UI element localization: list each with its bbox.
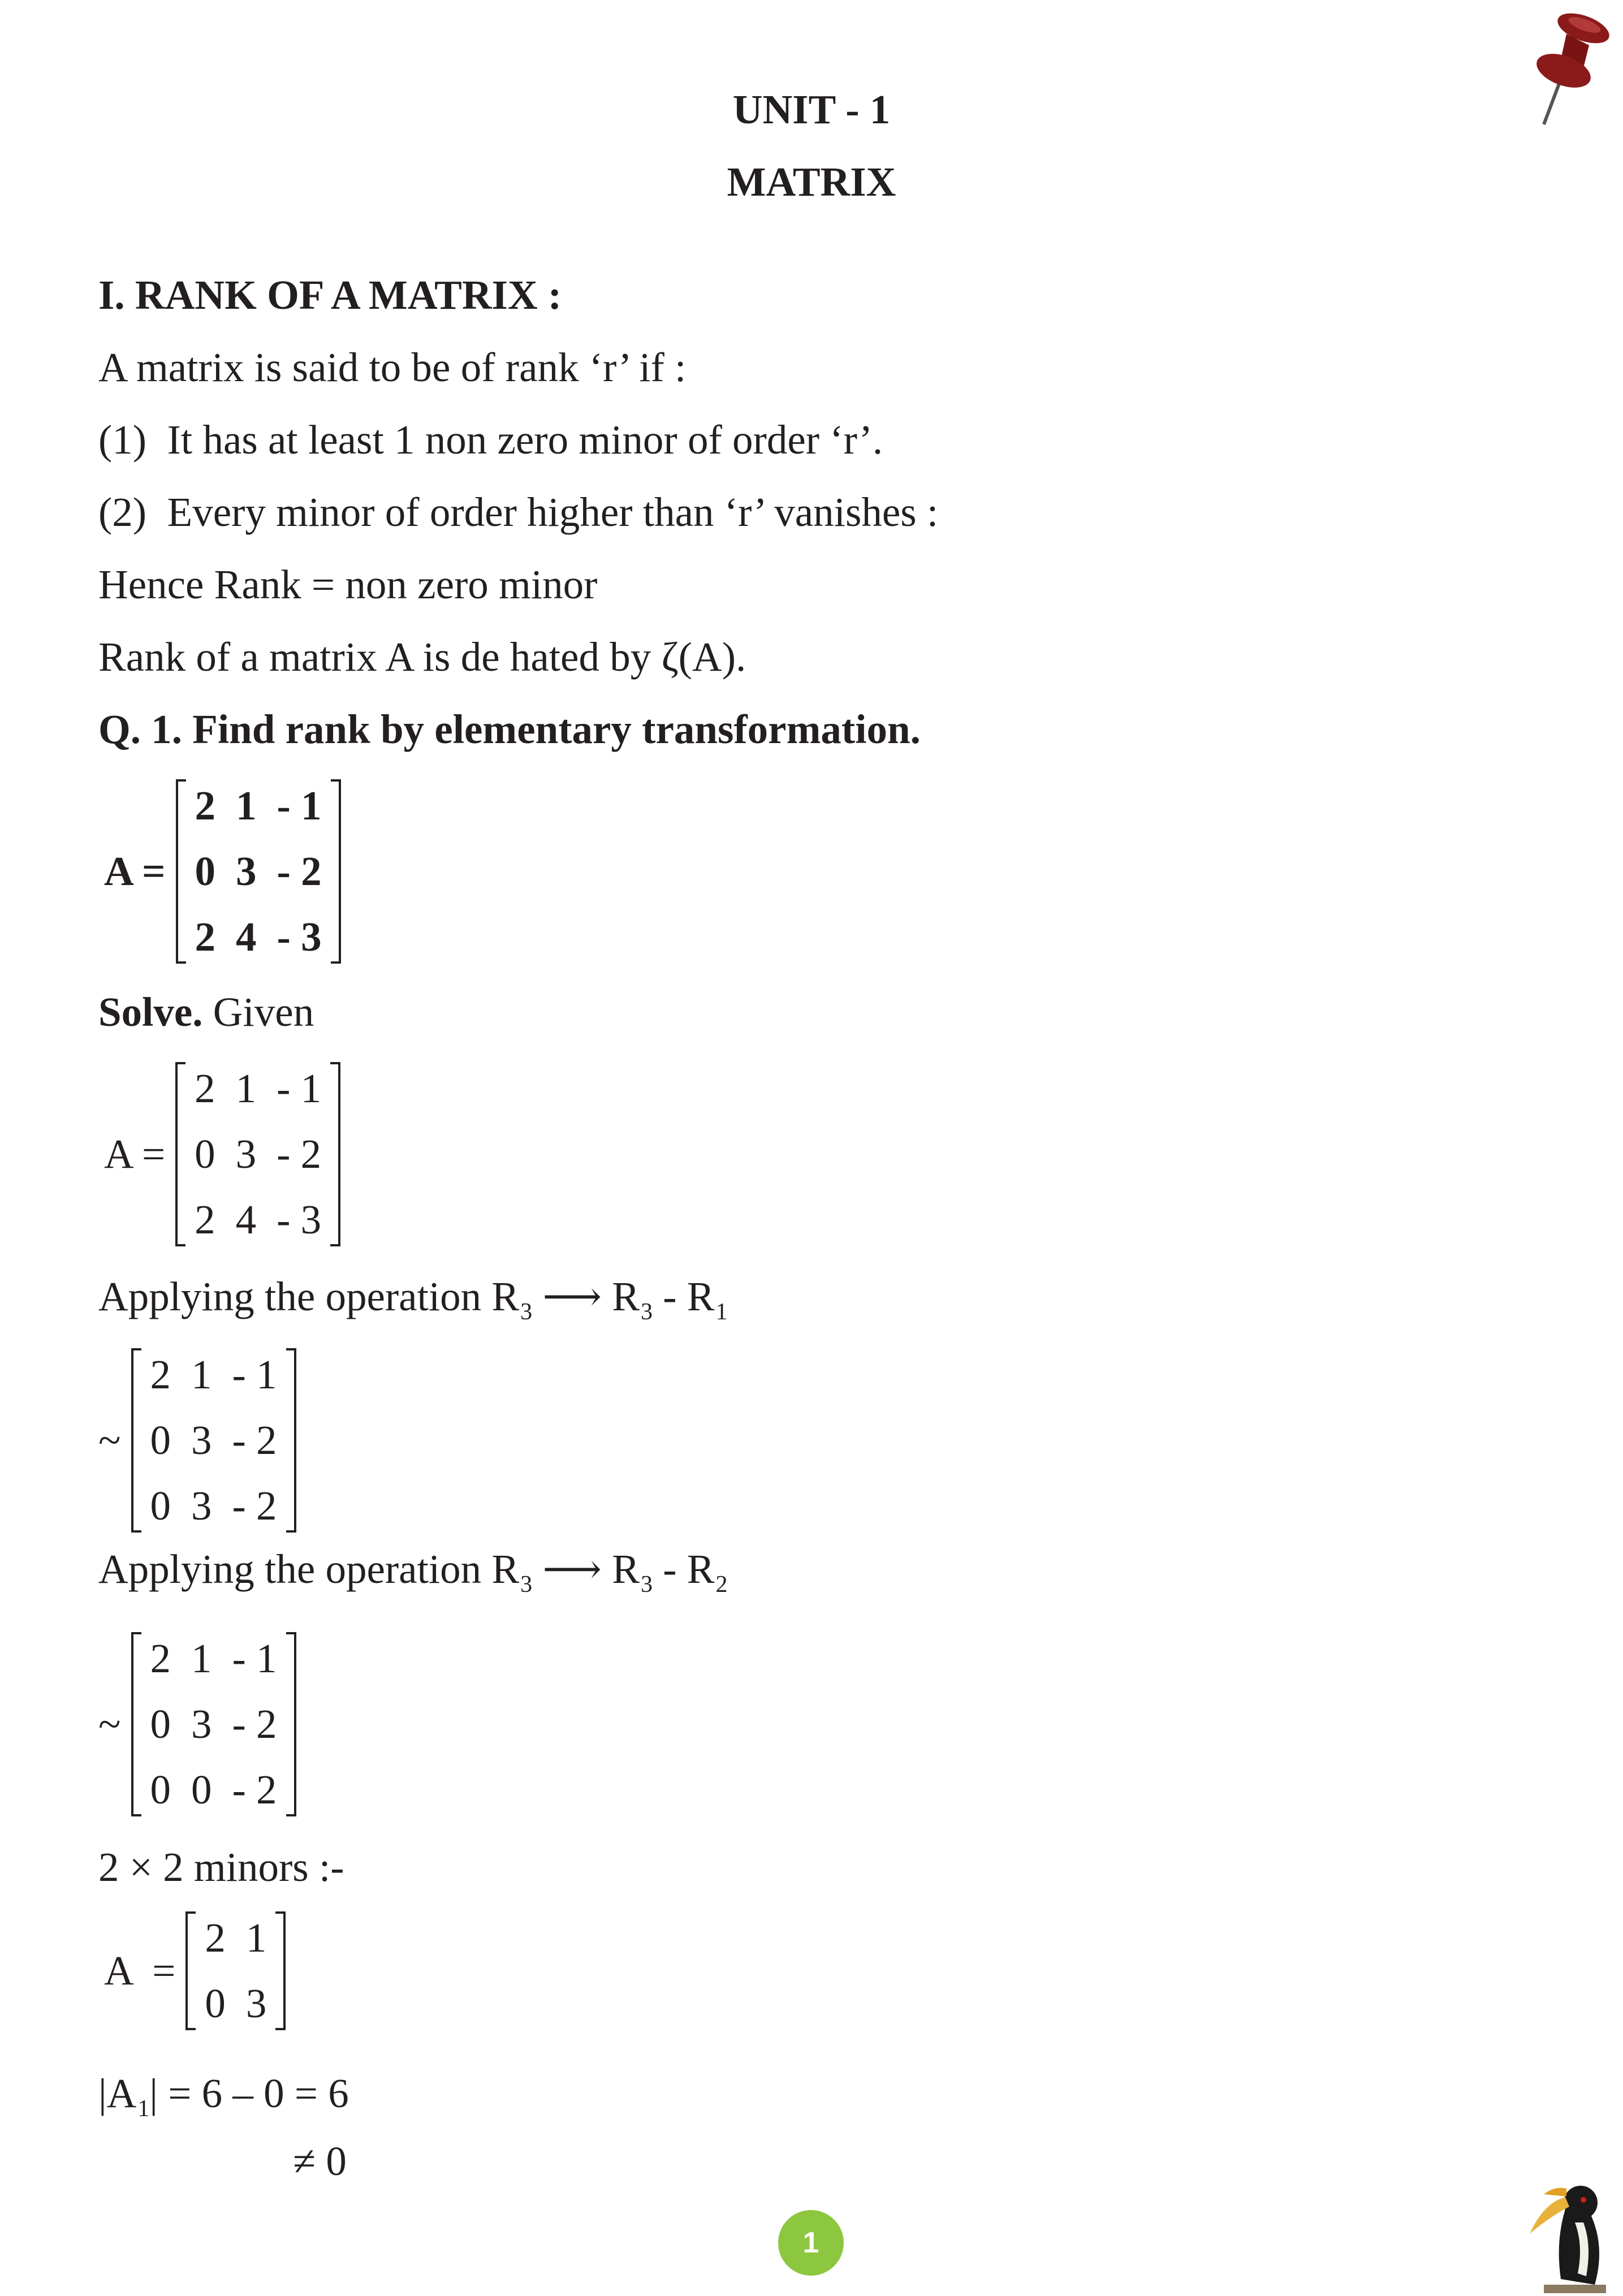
matrix-cell: 0 [195, 848, 216, 894]
solve-label: Solve. [98, 989, 203, 1035]
operation-arrow: ⟶ R [532, 1546, 640, 1592]
matrix-cell: 3 [235, 1131, 257, 1177]
matrix-cell: 0 [205, 1980, 226, 2026]
determinant-line [98, 2070, 349, 2122]
matrix-cell: - 2 [277, 848, 322, 894]
question-label: Q. 1. Find rank by elementary transformation. [98, 706, 921, 752]
operation-minus: - R [652, 1546, 715, 1592]
condition-text: It has at least 1 non zero minor of order ‘r’. [167, 417, 883, 463]
matrix-label: A = [104, 1948, 176, 1993]
operation-arrow: ⟶ R [532, 1274, 640, 1319]
matrix-cell: 3 [191, 1417, 212, 1463]
matrix-cell: 4 [235, 1197, 257, 1242]
matrix-cell: - 2 [232, 1417, 277, 1463]
step1-matrix [98, 1350, 296, 1530]
minor-matrix [104, 1914, 286, 2028]
condition-number: (1) [98, 417, 147, 463]
matrix-cell: - 2 [232, 1767, 277, 1812]
not-equal-zero: ≠ 0 [293, 2138, 347, 2184]
matrix-cell: 1 [236, 783, 257, 828]
solve-line [98, 989, 314, 1036]
subscript: 1 [715, 1299, 728, 1325]
matrix-cell: 0 [195, 1131, 215, 1177]
matrix-cell: 2 [205, 1915, 226, 1961]
tilde-symbol: ~ [98, 1417, 121, 1463]
matrix-cell: - 2 [232, 1483, 277, 1529]
unit-title: UNIT - 1 [732, 87, 891, 132]
matrix-brackets [131, 1350, 296, 1530]
matrix-cell: 2 [195, 914, 216, 960]
matrix-cell: 0 [191, 1767, 212, 1812]
condition-number: (2) [98, 489, 147, 535]
matrix-cell: 1 [235, 1065, 257, 1111]
matrix-cell: - 2 [232, 1701, 277, 1747]
matrix-cell: 2 [195, 783, 216, 828]
subscript: 1 [137, 2096, 150, 2122]
tilde-symbol: ~ [98, 1701, 121, 1747]
matrix-cell: - 1 [277, 1065, 322, 1111]
matrix-cell: 0 [150, 1417, 171, 1463]
step2-matrix [98, 1634, 296, 1814]
matrix-label: A = [104, 1131, 166, 1177]
matrix-cell: - 1 [232, 1635, 277, 1681]
operation-text: Applying the operation R [98, 1546, 520, 1592]
subscript: 3 [520, 1299, 533, 1325]
matrix-cell: 3 [191, 1483, 212, 1529]
matrix-cell: - 3 [277, 1197, 322, 1242]
hence-statement: Hence Rank = non zero minor [98, 562, 598, 607]
matrix-cell: 2 [150, 1352, 171, 1397]
matrix-cell: 3 [236, 848, 257, 894]
matrix-cell: - 1 [232, 1352, 277, 1397]
matrix-cell: - 3 [277, 914, 322, 960]
minors-label: 2 × 2 minors :- [98, 1844, 344, 1890]
matrix-cell: 1 [245, 1915, 267, 1961]
subscript: 3 [640, 1572, 653, 1598]
matrix-cell: 2 [195, 1197, 215, 1242]
subject-title: MATRIX [727, 159, 896, 205]
operation-minus: - R [652, 1274, 715, 1319]
subscript: 3 [520, 1572, 533, 1598]
matrix-cell: - 2 [277, 1131, 322, 1177]
matrix-cell: 2 [150, 1635, 171, 1681]
subscript: 2 [715, 1572, 728, 1598]
matrix-cell: 0 [150, 1701, 171, 1747]
determinant-result: | = 6 – 0 = 6 [149, 2070, 349, 2116]
condition-1 [98, 416, 883, 464]
rank-notation: Rank of a matrix A is de hated by ζ(A). [98, 634, 746, 680]
question-matrix [104, 782, 341, 961]
matrix-cell: 1 [191, 1635, 212, 1681]
given-text: Given [213, 989, 314, 1035]
matrix-cell: 2 [195, 1065, 215, 1111]
matrix-cell: - 1 [277, 783, 322, 828]
matrix-cell: 3 [245, 1980, 267, 2026]
page-number-badge: 1 [778, 2210, 844, 2276]
rank-intro: A matrix is said to be of rank ‘r’ if : [98, 344, 687, 390]
matrix-brackets [185, 1914, 286, 2028]
subscript: 3 [640, 1299, 653, 1325]
matrix-brackets [131, 1634, 296, 1814]
hornbill-bird-icon [1521, 2172, 1620, 2293]
given-matrix [104, 1064, 340, 1244]
section-heading: I. RANK OF A MATRIX : [98, 272, 562, 318]
matrix-cell: 3 [191, 1701, 212, 1747]
matrix-brackets [175, 1064, 340, 1244]
determinant-open: |A [98, 2070, 137, 2116]
matrix-brackets [176, 782, 341, 961]
operation-step-1 [98, 1272, 727, 1326]
matrix-label: A = [104, 848, 166, 894]
matrix-cell: 4 [236, 914, 257, 960]
matrix-cell: 0 [150, 1483, 171, 1529]
operation-text: Applying the operation R [98, 1274, 520, 1319]
matrix-cell: 0 [150, 1767, 171, 1812]
operation-step-2 [98, 1545, 727, 1598]
condition-2 [98, 489, 938, 536]
matrix-cell: 1 [191, 1352, 212, 1397]
condition-text: Every minor of order higher than ‘r’ vanishes : [167, 489, 939, 535]
